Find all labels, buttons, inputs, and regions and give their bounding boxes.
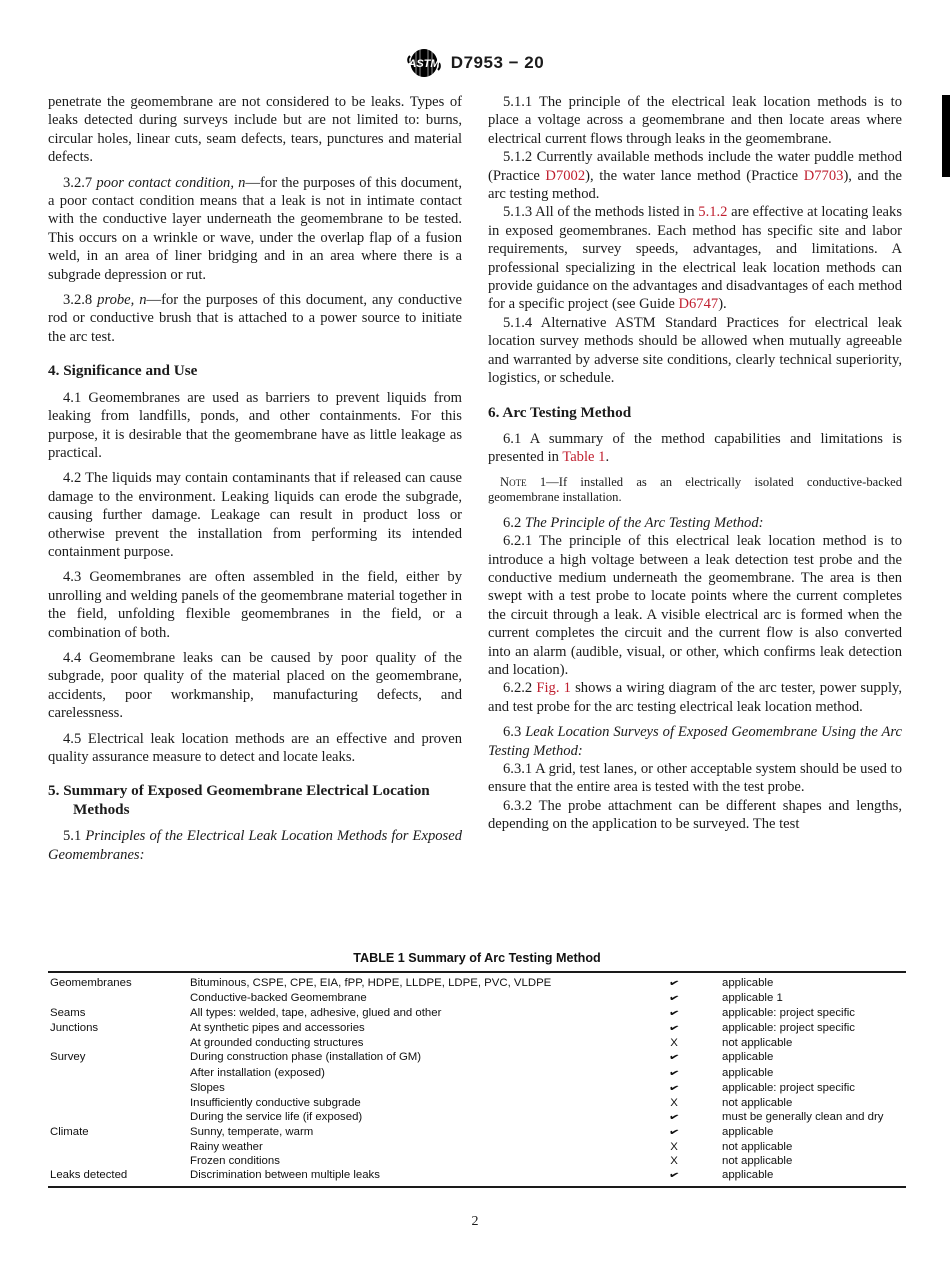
table-cell-description: During construction phase (installation of GM) [190, 1051, 422, 1064]
table-title: TABLE 1 Summary of Arc Testing Method [353, 951, 601, 965]
italic-text: Principles of the Electrical Leak Location Methods for Exposed Geomembranes: [48, 828, 462, 863]
table-cell-mark [628, 1110, 720, 1125]
italic-text: poor contact condition, n [96, 174, 246, 191]
text-run: 6.2.2 [503, 680, 537, 697]
check-icon: ✔ [667, 976, 681, 990]
italic-text: The Principle of the Arc Testing Method: [524, 514, 764, 531]
table-row [48, 1036, 906, 1050]
table-cell-description: At synthetic pipes and accessories [190, 1022, 365, 1035]
table-cell-applicability: applicable [722, 977, 774, 989]
text-run: —for the purposes of this document, a poor contact condition means that a leak is not in intimate contact with the conductive layer underneath the geomembrane to be tested. This occurs on a wrinkle or wave, under the overlap flap of a fusion weld, in an area of liner bridging and in an area where there is a subgrade depression or rut. [48, 174, 462, 283]
table-cell-applicability: not applicable [722, 1096, 793, 1109]
text-run: 3.2.7 [63, 174, 97, 191]
table-cell-mark [628, 1168, 720, 1183]
text-run: 1—If installed as an electrically isolated conductive-backed geomembrane installation. [488, 474, 902, 505]
text-run: . [605, 449, 610, 466]
table-row [48, 1140, 906, 1154]
right-column [488, 93, 902, 834]
paragraph [488, 148, 902, 203]
text-run: 4.1 Geomembranes are used as barriers to prevent liquids from leaking from landfills, ponds, and other containments. For this purpose, it is desirable that the geomembrane have as little leakage as practical. [48, 389, 462, 461]
table-cell-applicability: must be generally clean and dry [722, 1110, 884, 1123]
text-run: 6.3.1 A grid, test lanes, or other acceptable system should be used to ensure that the entire area is tested with the test probe. [488, 761, 902, 796]
page-footer [0, 1214, 950, 1230]
text-run: ). [718, 296, 727, 313]
table-cell-mark [628, 1006, 720, 1021]
paragraph [48, 93, 462, 167]
table-cell-category [48, 1154, 188, 1168]
text-run: 5.1 [63, 828, 86, 845]
text-run: 6.3.2 The probe attachment can be different shapes and lengths, depending on the application to be surveyed. The test [488, 797, 902, 833]
text-run: ), the water lance method (Practice [585, 167, 804, 184]
section-heading [48, 362, 462, 380]
text-run: 5.1.4 Alternative ASTM Standard Practices for electrical leak location survey methods should be allowed when mutually agreeable and warranted by adverse site conditions, clearly technical superiority, logistics, or schedule. [488, 314, 902, 387]
table-cell-category [48, 1081, 188, 1096]
table-cell-applicability: not applicable [722, 1141, 793, 1154]
table-cell-description: All types: welded, tape, adhesive, glued and other [190, 1007, 442, 1020]
table-cell-description: Sunny, temperate, warm [190, 1125, 314, 1138]
table-cell-mark [628, 1081, 720, 1096]
italic-text: probe, n [97, 292, 147, 309]
table-cell-category [48, 1110, 188, 1125]
table-cell-applicability: applicable: project specific [722, 1081, 855, 1094]
text-run: 4. Significance and Use [48, 362, 198, 380]
table-row [48, 976, 906, 991]
paragraph [48, 389, 462, 463]
table-row [48, 1066, 906, 1081]
section-heading [48, 782, 462, 819]
table-row [48, 1081, 906, 1096]
table-cell-mark [628, 976, 720, 991]
table-cell-description: Bituminous, CSPE, CPE, EIA, fPP, HDPE, LLDPE, LDPE, PVC, VLDPE [190, 977, 552, 989]
paragraph [488, 723, 902, 760]
check-icon: ✔ [667, 1065, 681, 1080]
scan-artifact-bar [942, 95, 950, 177]
text-run: 5.1.1 The principle of the electrical leak location methods is to place a voltage across a geomembrane and then locate areas where electrical current flows through leaks in the geomembrane. [488, 94, 902, 147]
paragraph [488, 797, 902, 834]
paragraph [488, 679, 902, 716]
x-icon: X [670, 1155, 678, 1168]
x-icon: X [670, 1141, 678, 1154]
table-cell-category [48, 991, 188, 1006]
paragraph [48, 730, 462, 767]
table-cell-category [48, 1036, 188, 1050]
text-run: shows a wiring diagram of the arc tester, power supply, and test probe for the arc testing electrical leak location method. [488, 680, 902, 715]
table-cell-applicability: applicable [722, 1125, 774, 1138]
paragraph [488, 203, 902, 313]
cross-reference-link[interactable]: Table 1 [562, 449, 606, 466]
text-run: 6.2.1 The principle of this electrical leak location method is to introduce a high voltage between a leak detection test probe and the conductive medium underneath the geomembrane. The area is then swept with a test probe to locate points where the current completes the circuit through a leak. A visible electrical arc is formed when the current completes the circuit and the current flow is also converted into an alarm (audible, visual, or other, which confirms leak detection and location). [488, 533, 902, 678]
table-cell-mark [628, 1050, 720, 1065]
table-1-section [48, 951, 906, 1188]
paragraph [488, 93, 902, 148]
cross-reference-link[interactable]: D7703 [803, 167, 844, 184]
table-cell-category [48, 1140, 188, 1154]
table-cell-applicability: applicable [722, 1051, 774, 1064]
check-icon: ✔ [667, 1109, 681, 1124]
table-cell-description: During the service life (if exposed) [190, 1110, 363, 1123]
check-icon: ✔ [667, 1006, 681, 1021]
cross-reference-link[interactable]: D6747 [678, 296, 719, 313]
table-row [48, 1125, 906, 1140]
table-cell-mark [628, 1066, 720, 1081]
table-cell-mark [628, 1096, 720, 1110]
astm-logo-icon [406, 46, 442, 80]
table-cell-description: Slopes [190, 1081, 225, 1094]
table-row [48, 1050, 906, 1065]
table-cell-applicability: not applicable [722, 1155, 793, 1168]
check-icon: ✔ [667, 1168, 681, 1183]
table-cell-category [48, 1096, 188, 1110]
note-paragraph [488, 475, 902, 506]
table-cell-description: Discrimination between multiple leaks [190, 1169, 380, 1182]
text-run: 4.2 The liquids may contain contaminants that if released can cause damage to the environment. Leaking liquids can erode the subgrade, causing further damage. Leakage can result in product loss or otherwise prevent the installation from performing its intended containment purpose. [48, 470, 462, 560]
table-cell-category: Junctions [50, 1022, 99, 1035]
table-row [48, 1006, 906, 1021]
table-row [48, 1168, 906, 1183]
table-cell-category [48, 1066, 188, 1081]
table-cell-category: Climate [50, 1125, 89, 1138]
text-run: 4.4 Geomembrane leaks can be caused by poor quality of the subgrade, poor quality of the material placed on the geomembrane, accidents, poor workmanship, manufacturing defects, and carelessness. [48, 649, 462, 722]
paragraph [48, 174, 462, 284]
table-cell-mark [628, 1140, 720, 1154]
paragraph [488, 314, 902, 388]
table-cell-applicability: applicable 1 [722, 992, 783, 1005]
document-code: D7953 − 20 [450, 53, 545, 72]
text-run: 6.3 [503, 724, 526, 741]
check-icon: ✔ [667, 991, 681, 1006]
paragraph [48, 649, 462, 723]
table-cell-category: Survey [50, 1051, 86, 1064]
text-run: 5.1.2 Currently available methods include the water puddle method (Practice [488, 149, 902, 184]
paragraph [488, 430, 902, 467]
table-cell-description: Frozen conditions [190, 1155, 280, 1168]
table-cell-description: Conductive-backed Geomembrane [190, 992, 367, 1005]
text-run: 4.3 Geomembranes are often assembled in the field, either by unrolling and welding panels of the geomembrane material together in the field, unfolding flexible geomembranes in the field, or a combination of both. [48, 569, 462, 641]
cross-reference-link[interactable]: Fig. 1 [536, 680, 571, 697]
paragraph [488, 532, 902, 679]
cross-reference-link[interactable]: 5.1.2 [698, 204, 728, 221]
text-run: 6. Arc Testing Method [488, 403, 632, 421]
x-icon: X [670, 1096, 678, 1109]
svg-text:ASTM: ASTM [408, 58, 440, 70]
text-run: ), and the arc testing method. [488, 167, 902, 203]
check-icon: ✔ [667, 1080, 681, 1095]
paragraph [48, 827, 462, 864]
section-heading [488, 404, 902, 422]
paragraph [48, 568, 462, 642]
page-number: 2 [471, 1214, 479, 1229]
table-row [48, 991, 906, 1006]
table-cell-description: Insufficiently conductive subgrade [190, 1096, 361, 1109]
table-cell-description: Rainy weather [190, 1141, 263, 1154]
text-run: 6.1 A summary of the method capabilities and limitations is presented in [488, 430, 902, 466]
table-cell-category: Seams [50, 1007, 86, 1020]
check-icon: ✔ [667, 1021, 681, 1036]
table-cell-mark [628, 1125, 720, 1140]
table-row [48, 1110, 906, 1125]
table-row [48, 1154, 906, 1168]
table-cell-description: At grounded conducting structures [190, 1037, 364, 1050]
note-label: Note [500, 474, 527, 489]
table-row [48, 1096, 906, 1110]
table-cell-applicability: not applicable [722, 1037, 793, 1050]
check-icon: ✔ [667, 1124, 681, 1139]
cross-reference-link[interactable]: D7002 [545, 167, 586, 184]
table-cell-mark [628, 1036, 720, 1050]
text-run: 4.5 Electrical leak location methods are an effective and proven quality assurance measure to detect and locate leaks. [48, 730, 462, 765]
text-run: penetrate the geomembrane are not considered to be leaks. Types of leaks detected during surveys include but are not limited to: burns, circular holes, linear cuts, seam defects, tears, punctures and material defects. [48, 94, 462, 166]
paragraph [48, 291, 462, 346]
table-cell-description: After installation (exposed) [190, 1066, 325, 1079]
paragraph [488, 760, 902, 797]
page-header [0, 46, 950, 80]
italic-text: Leak Location Surveys of Exposed Geomembrane Using the Arc Testing Method: [488, 724, 903, 759]
check-icon: ✔ [667, 1050, 681, 1065]
paragraph [488, 514, 902, 532]
table-cell-category: Geomembranes [50, 977, 132, 989]
text-run: 5.1.3 All of the methods listed in [503, 204, 699, 221]
table-cell-mark [628, 1154, 720, 1168]
text-run: 5. Summary of Exposed Geomembrane Electrical Location Methods [48, 782, 430, 818]
table-cell-mark [628, 1021, 720, 1036]
x-icon: X [670, 1037, 678, 1050]
table-body [48, 971, 906, 1188]
text-run: —for the purposes of this document, any conductive rod or conductive brush that is attached to a power source to initiate the arc test. [48, 292, 462, 345]
text-run: 3.2.8 [63, 292, 98, 309]
text-run: are effective at locating leaks in exposed geomembranes. Each method has specific site and labor requirements, survey speeds, advantages, and limitations. A professional specializing in the electrical leak location methods can provide guidance on the advantages and disadvantages of each method for a specific project (see Guide [488, 204, 903, 313]
paragraph [48, 469, 462, 561]
table-cell-applicability: applicable: project specific [722, 1007, 855, 1020]
left-column [48, 93, 462, 864]
table-cell-category: Leaks detected [50, 1169, 128, 1182]
text-run: 6.2 [503, 514, 525, 531]
table-row [48, 1021, 906, 1036]
table-cell-applicability: applicable [722, 1169, 774, 1182]
table-cell-applicability: applicable [722, 1066, 774, 1079]
table-cell-mark [628, 991, 720, 1006]
table-cell-applicability: applicable: project specific [722, 1022, 855, 1035]
